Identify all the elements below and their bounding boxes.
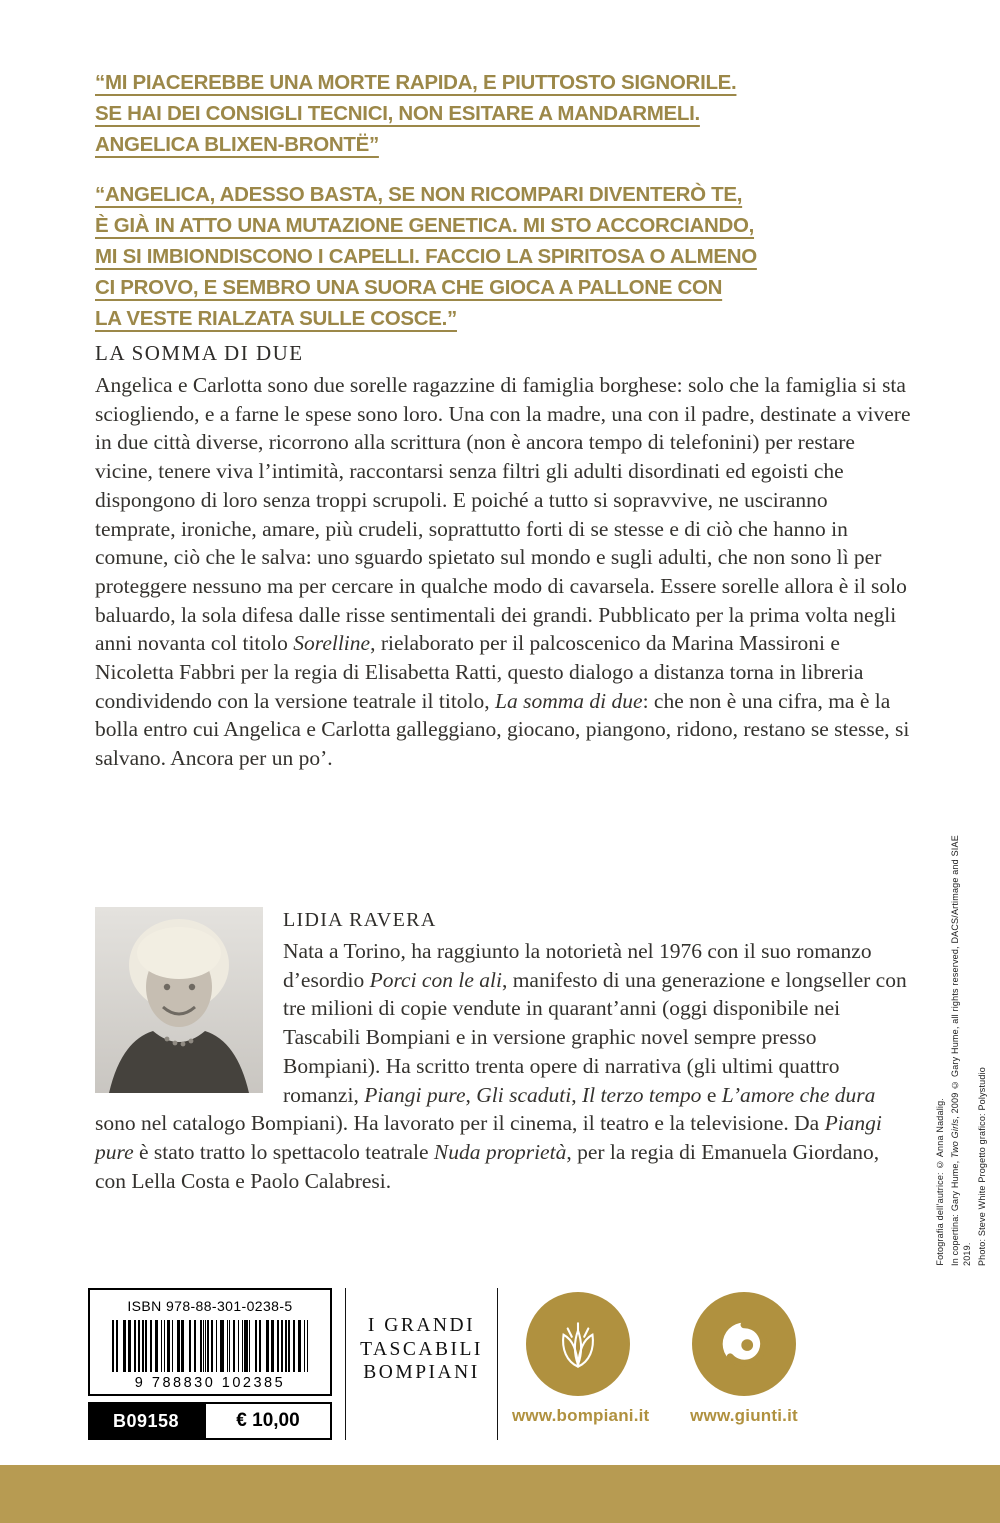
credit-line-cover-art: In copertina: Gary Hume, Two Girls, 2009 © Gary Hume, all rights reserved, DACS/Artimage and SIAE 2019. [950,835,972,1266]
synopsis-title: LA SOMMA DI DUE [95,341,304,365]
credit-line-design: Photo: Steve White Progetto grafico: Polystudio [977,1066,987,1266]
bompiani-url: www.bompiani.it [512,1406,650,1425]
bompiani-logo-icon [526,1292,630,1396]
pull-quote-1 [95,72,925,157]
quote-line: ANGELICA BLIXEN-BRONTË” [95,133,379,156]
edition-code: B09158 [88,1402,204,1440]
quote-line: “ANGELICA, ADESSO BASTA, SE NON RICOMPARI DIVENTERÒ TE, [95,183,743,206]
quote-line: “MI PIACEREBBE UNA MORTE RAPIDA, E PIUTTOSTO SIGNORILE. [95,71,737,94]
footer-strip [88,1288,912,1448]
giunti-logo-block [678,1292,810,1426]
series-line: BOMPIANI [363,1362,480,1383]
series-line: TASCABILI [360,1338,483,1360]
quote-line: LA VESTE RIALZATA SULLE COSCE.” [95,307,457,330]
author-name: LIDIA RAVERA [283,909,437,931]
isbn-label: ISBN 978-88-301-0238-5 [127,1298,293,1314]
quote-line: SE HAI DEI CONSIGLI TECNICI, NON ESITARE A MANDARMELI. [95,102,700,125]
series-name [346,1314,497,1385]
quote-line: CI PROVO, E SEMBRO UNA SUORA CHE GIOCA A PALLONE CON [95,276,723,299]
author-photo [95,907,263,1093]
synopsis-text: Angelica e Carlotta sono due sorelle ragazzine di famiglia borghese: solo che la famiglia si sta sciogliendo, e a farne le spese sono loro. Una con la madre, una con il padre, destinate a vivere in due città diverse, ricorrono alla scrittura (non è ancora tempo di telefonini) per restare vicine, tenere viva l’intimità, raccontarsi senza filtri gli adulti disordinati ed egoisti che dispongono di loro senza troppi scrupoli. E poiché a tutto si sopravvive, ne usciranno temprate, ironiche, amare, più crudeli, soprattutto forti di se stesse e di ciò che hanno in comune, ciò che le salva: uno sguardo spietato sul mondo e sugli adulti, che non sono lì per proteggere nessuno ma per cercare in qualche modo di cavarsela. Essere sorelle allora è il solo baluardo, la sola difesa dalle risse sentimentali dei grandi. Pubblicato per la prima volta negli anni novanta col titolo Sorelline, rielaborato per il palcoscenico da Marina Massironi e Nicoletta Fabbri per la regia di Elisabetta Ratti, questo dialogo a distanza torna in libreria condividendo con la versione teatrale il titolo, La somma di due: che non è una cifra, ma è la bolla entro cui Angelica e Carlotta galleggiano, giocano, piangono, ridono, restano se stesse, si salvano. Ancora per un po’. [95,373,911,771]
pull-quotes [95,72,925,358]
author-portrait-image [95,907,263,1093]
price: € 10,00 [204,1402,332,1440]
photo-credits [934,818,988,1266]
giunti-logo-icon [692,1292,796,1396]
author-bio: Nata a Torino, ha raggiunto la notorietà nel 1976 con il suo romanzo d’esordio Porci con le ali, manifesto di una generazione e longseller con tre milioni di copie vendute in quarant’anni (oggi disponibile nei Tascabili Bompiani e in versione graphic novel sempre presso Bompiani). Ha scritto trenta opere di narrativa (gli ultimi quattro romanzi, Piangi pure, Gli scaduti, Il terzo tempo e L’amore che dura sono nel catalogo Bompiani). Ha lavorato per il cinema, il teatro e la televisione. Da Piangi pure è stato tratto lo spettacolo teatrale Nuda proprietà, per la regia di Emanuela Giordano, con Lella Costa e Paolo Calabresi. [95,939,907,1193]
series-line: I GRANDI [367,1315,476,1336]
pull-quote-2 [95,184,925,331]
quote-line: MI SI IMBIONDISCONO I CAPELLI. FACCIO LA SPIRITOSA O ALMENO [95,245,757,268]
giunti-url: www.giunti.it [690,1406,798,1425]
barcode-digits: 9 788830 102385 [134,1375,286,1391]
credit-line-photographer: Fotografia dell’autrice: © Anna Nadalig. [935,1098,945,1266]
synopsis-section [95,341,913,773]
barcode [112,1320,308,1372]
barcode-box [88,1288,332,1396]
author-section [95,903,913,1195]
quote-line: È GIÀ IN ATTO UNA MUTAZIONE GENETICA. MI STO ACCORCIANDO, [95,214,755,237]
bottom-gold-bar [0,1465,1000,1523]
divider-rule [497,1288,498,1440]
bompiani-logo-block [512,1292,650,1426]
